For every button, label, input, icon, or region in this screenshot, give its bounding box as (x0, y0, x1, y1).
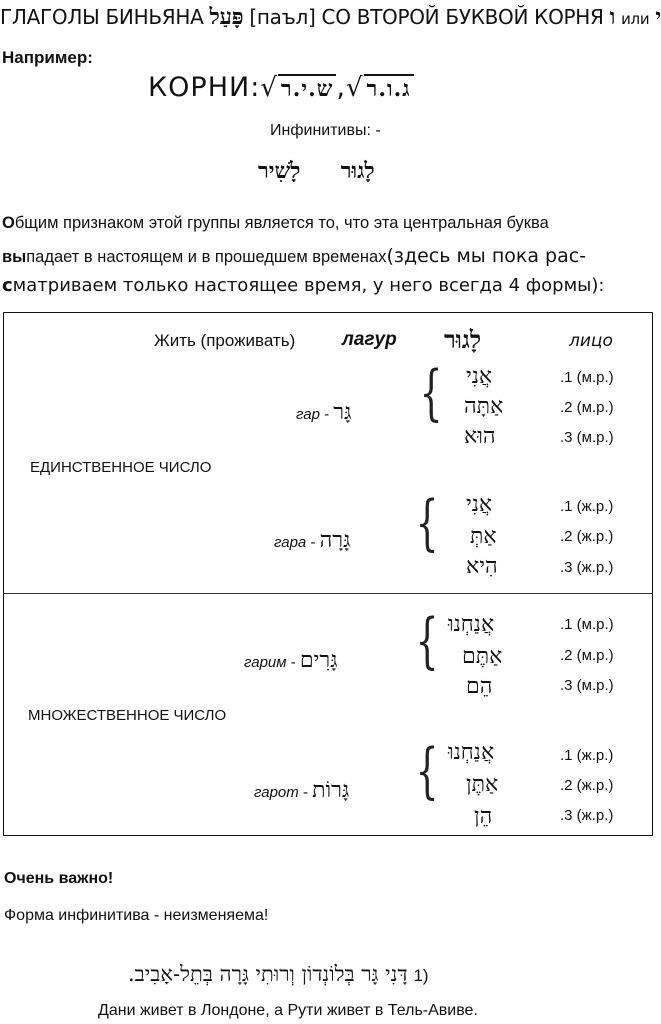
paragraph-line-2: выпадает в настоящем и в прошедшем временах(здесь мы пока рас- (2, 245, 587, 267)
infinitive-lagur: לָגוּר (340, 158, 375, 184)
pronoun: אַתְּ (470, 524, 497, 549)
example-translation: Дани живет в Лондоне, а Рути живет в Тель-Авиве. (98, 1002, 478, 1019)
form-transliteration: гарим - גָּרִים (244, 648, 338, 673)
person-label: .3 (ж.р.) (560, 807, 614, 824)
plural-label: МНОЖЕСТВЕННОЕ ЧИСЛО (28, 707, 227, 724)
pronoun: הוּא (464, 424, 496, 449)
important-heading: Очень важно! (4, 870, 114, 887)
header-person: лицо (569, 331, 613, 351)
infinitive-note: Форма инфинитива - неизменяема! (4, 907, 269, 924)
title-binyan-hebrew: פָּעַל (209, 4, 244, 30)
pronoun: הֵן (474, 804, 493, 829)
pronoun: אֲנַחְנוּ (448, 612, 495, 637)
pronoun: הֵם (466, 674, 493, 699)
person-label: .3 (ж.р.) (560, 559, 614, 576)
person-label: .1 (м.р.) (560, 616, 614, 633)
brace-icon: { (415, 606, 439, 676)
example-label: Например: (2, 48, 93, 67)
pronoun: אֲנִי (466, 364, 493, 389)
radical-sign: √ (260, 73, 278, 103)
pronoun: אַתָּה (464, 394, 504, 419)
paragraph-line-3: сматриваем только настоящее время, у него всегда 4 формы): (2, 275, 605, 296)
person-label: .2 (ж.р.) (560, 528, 614, 545)
person-label: .2 (ж.р.) (560, 777, 614, 794)
pronoun: אַתֶּן (466, 772, 499, 797)
person-label: .1 (ж.р.) (560, 498, 614, 515)
header-verb-russian: Жить (проживать) (154, 331, 296, 350)
roots-line (148, 72, 414, 103)
title-letter-yod: י (655, 4, 661, 30)
brace-icon: { (415, 736, 439, 806)
title-letter-vav: ו (609, 4, 616, 30)
person-label: .3 (м.р.) (560, 677, 614, 694)
root-shin-yod-resh: ש.י.ר (278, 74, 336, 102)
table-divider (4, 593, 652, 594)
radical-sign: √ (345, 73, 364, 103)
roots-separator: , (336, 72, 346, 103)
singular-label: ЕДИНСТВЕННОЕ ЧИСЛО (30, 459, 212, 476)
title-or: или (621, 10, 650, 28)
example-number: 1) (413, 966, 429, 985)
pronoun: הִיא (466, 554, 498, 579)
pronoun: אֲנִי (466, 492, 493, 517)
title-prefix: ГЛАГОЛЫ БИНЬЯНА (0, 5, 204, 29)
header-transliteration: лагур (342, 329, 397, 350)
infinitive-lashir: לָשִׁיר (258, 158, 301, 184)
infinitives-label: Инфинитивы: - (270, 122, 381, 139)
form-transliteration: гар - גָּר (296, 400, 352, 425)
title-binyan-transliteration: [паъл] (249, 5, 316, 29)
person-label: .2 (м.р.) (560, 399, 614, 416)
pronoun: אֲנַחְנוּ (448, 740, 495, 765)
title-suffix: СО ВТОРОЙ БУКВОЙ КОРНЯ (321, 5, 604, 29)
person-label: .1 (м.р.) (560, 369, 614, 386)
paragraph-line-1: Общим признаком этой группы является то, что эта центральная буква (2, 214, 549, 232)
form-transliteration: гара - גָּרָה (274, 528, 351, 553)
brace-icon: { (419, 358, 443, 428)
brace-icon: { (415, 488, 439, 558)
roots-label: КОРНИ: (148, 72, 261, 103)
example-sentence-hebrew: דָּנִי גָּר בְּלוֹנְדוֹן וְרוּתִי גָּרָה בְּתֵל-אָבִיב. 1) (128, 962, 429, 986)
pronoun: אַתֶּם (462, 644, 503, 669)
person-label: .1 (ж.р.) (560, 747, 614, 764)
person-label: .2 (м.р.) (560, 647, 614, 664)
form-transliteration: гарот - גָּרוֹת (254, 778, 350, 803)
infinitives-words (258, 158, 375, 184)
root-gimel-vav-resh: ג.ו.ר (364, 74, 414, 102)
person-label: .3 (м.р.) (560, 429, 614, 446)
page-title (0, 4, 661, 30)
conjugation-table (3, 312, 653, 836)
header-verb-hebrew: לָגוּר (444, 325, 482, 354)
